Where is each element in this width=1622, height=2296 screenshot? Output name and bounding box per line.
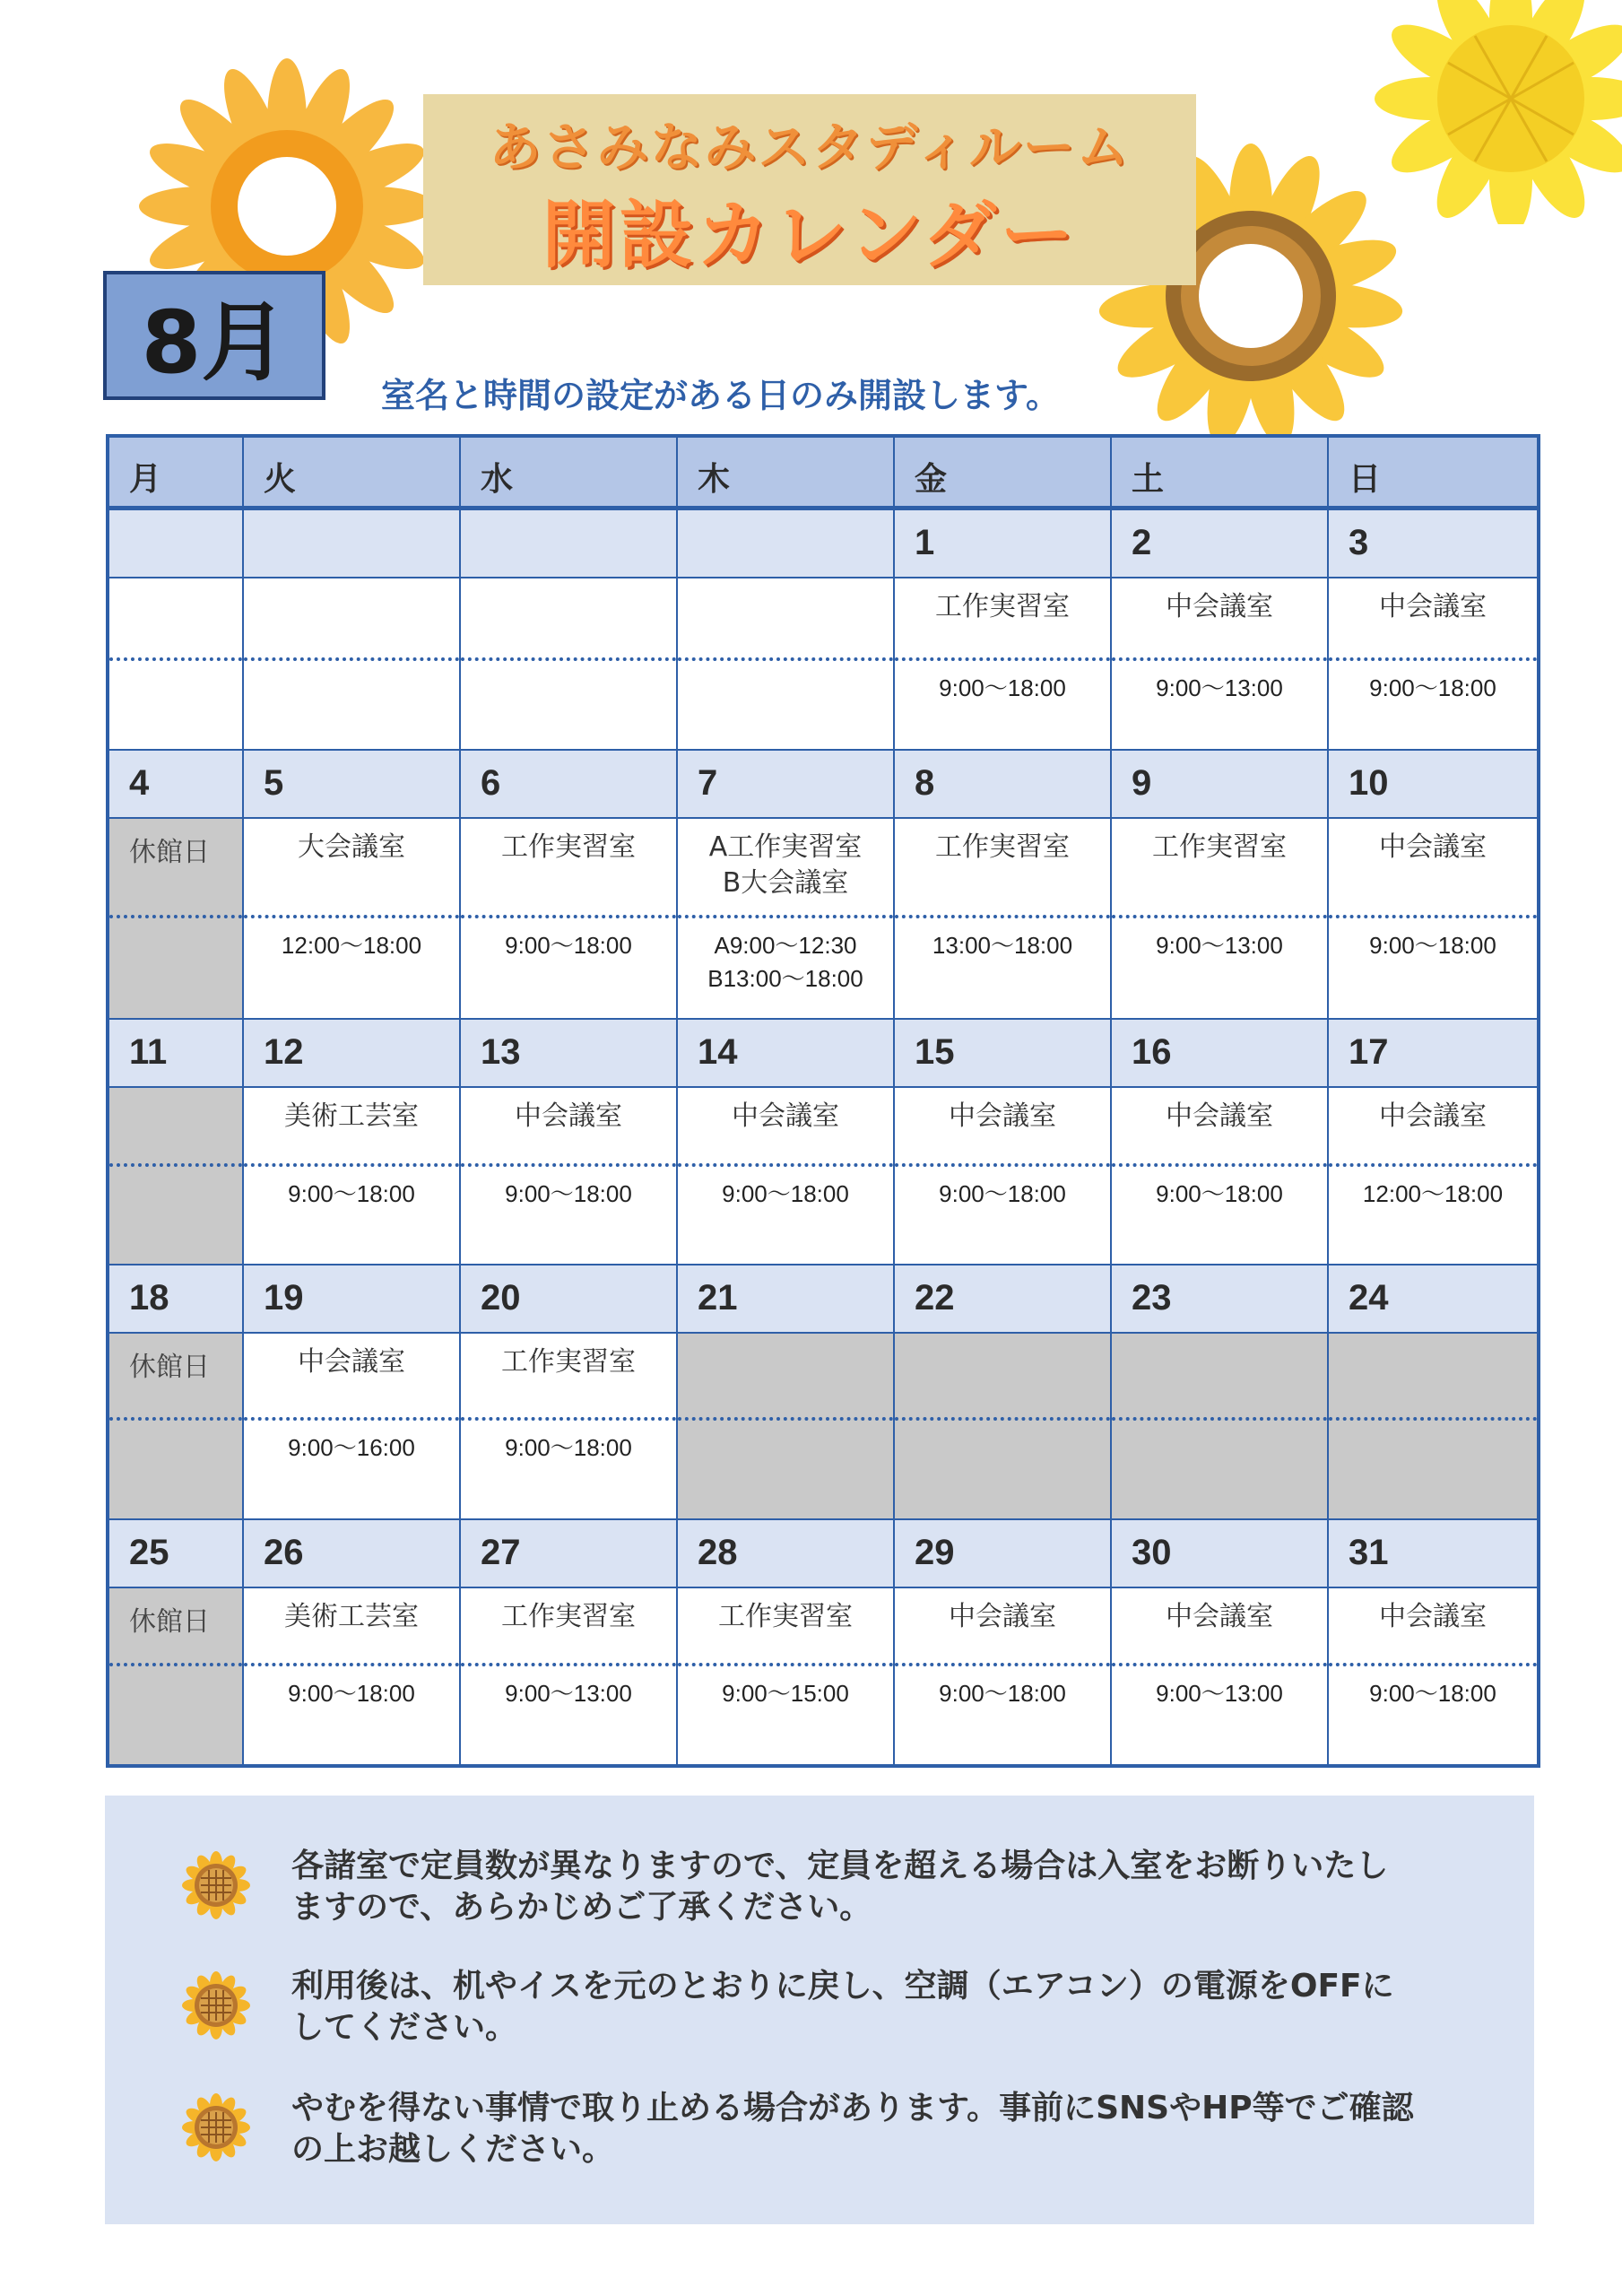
room-name: 工作実習室 — [1152, 831, 1287, 863]
day-cell — [109, 819, 244, 1018]
note-line: やむを得ない事情で取り止める場合があります。事前にSNSやHP等でご確認 — [291, 2090, 1414, 2126]
dotted-divider — [1112, 657, 1327, 661]
day-cell — [244, 819, 461, 1018]
weekday-5: 土 — [1112, 438, 1329, 506]
open-hours: 9:00～18:00 — [939, 1180, 1066, 1207]
day-cell — [678, 578, 895, 749]
day-cell — [109, 1088, 244, 1264]
notes-panel — [105, 1796, 1534, 2224]
weekday-2: 水 — [461, 438, 678, 506]
dotted-divider — [461, 657, 676, 661]
room-name: 中会議室 — [732, 1100, 839, 1132]
dotted-divider — [895, 1163, 1110, 1167]
day-cell — [109, 1588, 244, 1764]
day-cell — [1329, 578, 1537, 749]
date-number: 17 — [1349, 1032, 1389, 1072]
room-name: 美術工芸室 — [284, 1100, 419, 1132]
dotted-divider — [1329, 657, 1537, 661]
dotted-divider — [109, 915, 242, 918]
date-row — [109, 1265, 1537, 1334]
note-line: の上お越しください。 — [291, 2131, 615, 2168]
dotted-divider — [895, 657, 1110, 661]
date-number: 23 — [1112, 1265, 1329, 1332]
open-hours: A9:00～12:30 — [714, 932, 857, 959]
dotted-divider — [244, 915, 459, 918]
day-cell — [678, 1588, 895, 1764]
room-name: 中会議室 — [1379, 1601, 1487, 1632]
open-hours: 9:00～15:00 — [722, 1680, 849, 1707]
day-cell — [1112, 1088, 1329, 1264]
room-name: 中会議室 — [1379, 1100, 1487, 1132]
weekday-0: 月 — [109, 438, 244, 506]
day-cell — [1112, 819, 1329, 1018]
schedule-row — [109, 578, 1537, 749]
open-hours: 9:00～18:00 — [722, 1180, 849, 1207]
day-cell — [461, 578, 678, 749]
month-badge: 8月 — [103, 271, 325, 400]
schedule-row — [109, 1088, 1537, 1264]
date-row — [109, 1520, 1537, 1588]
day-cell — [461, 1588, 678, 1764]
note-text — [291, 1966, 1448, 2048]
sunflower-icon — [182, 1971, 250, 2039]
dotted-divider — [895, 1663, 1110, 1666]
dotted-divider — [678, 1663, 893, 1666]
day-cell — [1329, 819, 1537, 1018]
room-name: 大会議室 — [298, 831, 405, 863]
date-number: 22 — [895, 1265, 1112, 1332]
room-name: 美術工芸室 — [284, 1601, 419, 1632]
day-cell — [109, 578, 244, 749]
open-hours: 9:00～13:00 — [1156, 674, 1283, 701]
date-number: 8 — [895, 751, 1112, 817]
date-number: 18 — [109, 1265, 244, 1332]
weekday-4: 金 — [895, 438, 1112, 506]
day-cell — [461, 1088, 678, 1264]
open-hours: 9:00～18:00 — [939, 1680, 1066, 1707]
date-row — [109, 1020, 1537, 1088]
room-name: 中会議室 — [1379, 831, 1487, 863]
room-name: A工作実習室 — [708, 831, 863, 863]
calendar-table — [106, 434, 1540, 1768]
dotted-divider — [678, 657, 893, 661]
open-hours: 9:00～13:00 — [505, 1680, 632, 1707]
open-hours: 9:00～16:00 — [288, 1434, 415, 1461]
date-number: 15 — [895, 1020, 1112, 1086]
room-name: 中会議室 — [949, 1601, 1056, 1632]
dotted-divider — [1112, 1163, 1327, 1167]
date-number: 10 — [1349, 763, 1389, 803]
note-text — [291, 1846, 1448, 1928]
calendar-week — [109, 509, 1537, 749]
dotted-divider — [1112, 915, 1327, 918]
date-number: 4 — [109, 751, 244, 817]
calendar-week — [109, 749, 1537, 1018]
day-cell — [1112, 578, 1329, 749]
open-hours: 9:00～18:00 — [1156, 1180, 1283, 1207]
sunflower-icon — [182, 2093, 250, 2161]
day-cell — [244, 1588, 461, 1764]
calendar-week — [109, 1264, 1537, 1518]
day-cell — [244, 578, 461, 749]
day-cell — [461, 819, 678, 1018]
open-hours: 12:00～18:00 — [281, 932, 422, 959]
open-hours: 13:00～18:00 — [932, 932, 1073, 959]
room-name-2: B大会議室 — [722, 867, 849, 899]
date-number: 26 — [244, 1520, 461, 1587]
dotted-divider — [895, 1417, 1110, 1421]
room-name: 中会議室 — [1166, 1601, 1273, 1632]
note-line: してください。 — [291, 2009, 518, 2046]
room-name: 工作実習室 — [501, 831, 636, 863]
date-number: 31 — [1349, 1533, 1389, 1572]
day-cell — [895, 1088, 1112, 1264]
calendar-week — [109, 1518, 1537, 1764]
dotted-divider — [109, 1417, 242, 1421]
open-hours: 9:00～18:00 — [505, 932, 632, 959]
date-number: 6 — [461, 751, 678, 817]
dotted-divider — [461, 1163, 676, 1167]
date-number: 12 — [244, 1020, 461, 1086]
dotted-divider — [244, 1163, 459, 1167]
dotted-divider — [1329, 1163, 1537, 1167]
date-number: 14 — [678, 1020, 895, 1086]
room-name: 工作実習室 — [501, 1346, 636, 1378]
date-number: 5 — [244, 751, 461, 817]
day-cell — [244, 1088, 461, 1264]
date-number: 27 — [461, 1520, 678, 1587]
day-cell — [109, 1334, 244, 1518]
open-hours: 9:00～18:00 — [505, 1180, 632, 1207]
date-number: 11 — [109, 1020, 244, 1086]
date-number: 20 — [461, 1265, 678, 1332]
dotted-divider — [678, 1163, 893, 1167]
date-number: 9 — [1112, 751, 1329, 817]
open-hours-2: B13:00～18:00 — [707, 965, 863, 992]
day-cell — [895, 819, 1112, 1018]
day-cell — [1329, 1088, 1537, 1264]
dotted-divider — [109, 1163, 242, 1167]
open-hours: 9:00～13:00 — [1156, 1680, 1283, 1707]
weekday-3: 木 — [678, 438, 895, 506]
closed-label: 休館日 — [129, 837, 210, 868]
dotted-divider — [461, 1417, 676, 1421]
room-name: 工作実習室 — [718, 1601, 853, 1632]
open-hours: 9:00～18:00 — [1369, 932, 1496, 959]
title-banner — [423, 94, 1196, 285]
open-hours: 9:00～18:00 — [1369, 1680, 1496, 1707]
dotted-divider — [1329, 915, 1537, 918]
calendar-week — [109, 1018, 1537, 1264]
note-line: 利用後は、机やイスを元のとおりに戻し、空調（エアコン）の電源をOFFに — [291, 1968, 1394, 2005]
dotted-divider — [244, 1417, 459, 1421]
room-name: 中会議室 — [515, 1100, 622, 1132]
date-row — [109, 751, 1537, 819]
note-line: 各諸室で定員数が異なりますので、定員を超える場合は入室をお断りいたし — [291, 1848, 1389, 1884]
date-number: 1 — [895, 510, 1112, 577]
room-name: 中会議室 — [949, 1100, 1056, 1132]
dotted-divider — [109, 1663, 242, 1666]
date-number — [461, 510, 678, 577]
open-hours: 9:00～18:00 — [288, 1680, 415, 1707]
day-cell — [244, 1334, 461, 1518]
open-hours: 9:00～13:00 — [1156, 932, 1283, 959]
date-number: 7 — [678, 751, 895, 817]
date-number: 24 — [1349, 1278, 1389, 1318]
date-number — [109, 510, 244, 577]
open-hours: 9:00～18:00 — [505, 1434, 632, 1461]
dotted-divider — [895, 915, 1110, 918]
date-number — [678, 510, 895, 577]
day-cell — [678, 1088, 895, 1264]
date-number: 16 — [1112, 1020, 1329, 1086]
day-cell — [1112, 1334, 1329, 1518]
dotted-divider — [1329, 1417, 1537, 1421]
open-hours: 12:00～18:00 — [1362, 1180, 1504, 1207]
date-number: 29 — [895, 1520, 1112, 1587]
dotted-divider — [109, 657, 242, 661]
dotted-divider — [244, 657, 459, 661]
day-cell — [1329, 1334, 1537, 1518]
date-number: 21 — [678, 1265, 895, 1332]
weekday-1: 火 — [244, 438, 461, 506]
room-name: 中会議室 — [1166, 1100, 1273, 1132]
date-row — [109, 510, 1537, 578]
open-hours: 9:00～18:00 — [939, 674, 1066, 701]
title-line2: 開設カレンダー — [542, 193, 1078, 278]
note-text — [291, 2088, 1448, 2170]
day-cell — [678, 1334, 895, 1518]
day-cell — [678, 819, 895, 1018]
date-number: 25 — [109, 1520, 244, 1587]
closed-label: 休館日 — [129, 1352, 210, 1383]
schedule-row — [109, 1588, 1537, 1764]
dotted-divider — [1112, 1663, 1327, 1666]
sunflower-icon — [182, 1851, 250, 1919]
dotted-divider — [461, 1663, 676, 1666]
open-hours: 9:00～18:00 — [288, 1180, 415, 1207]
dotted-divider — [244, 1663, 459, 1666]
dotted-divider — [461, 915, 676, 918]
schedule-row — [109, 819, 1537, 1018]
weekday-header — [109, 438, 1537, 509]
date-number — [244, 510, 461, 577]
date-number: 28 — [678, 1520, 895, 1587]
room-name: 工作実習室 — [501, 1601, 636, 1632]
date-number: 19 — [244, 1265, 461, 1332]
date-number: 3 — [1349, 523, 1369, 562]
dotted-divider — [1329, 1663, 1537, 1666]
day-cell — [895, 1588, 1112, 1764]
day-cell — [895, 578, 1112, 749]
day-cell — [1329, 1588, 1537, 1764]
schedule-row — [109, 1334, 1537, 1518]
dotted-divider — [678, 1417, 893, 1421]
subtitle: 室名と時間の設定がある日のみ開設します。 — [381, 376, 1060, 415]
note-line: ますので、あらかじめご了承ください。 — [291, 1889, 872, 1926]
dotted-divider — [678, 915, 893, 918]
day-cell — [1112, 1588, 1329, 1764]
room-name: 工作実習室 — [935, 591, 1070, 622]
room-name: 中会議室 — [298, 1346, 405, 1378]
date-number: 30 — [1112, 1520, 1329, 1587]
closed-label: 休館日 — [129, 1606, 210, 1638]
room-name: 工作実習室 — [935, 831, 1070, 863]
dotted-divider — [1112, 1417, 1327, 1421]
sunflower-topright-icon — [1354, 0, 1622, 224]
room-name: 中会議室 — [1379, 591, 1487, 622]
date-number: 13 — [461, 1020, 678, 1086]
date-number: 2 — [1112, 510, 1329, 577]
weekday-6: 日 — [1349, 461, 1382, 498]
title-line1: あさみなみスタディルーム — [489, 117, 1131, 178]
open-hours: 9:00～18:00 — [1369, 674, 1496, 701]
room-name: 中会議室 — [1166, 591, 1273, 622]
day-cell — [895, 1334, 1112, 1518]
day-cell — [461, 1334, 678, 1518]
